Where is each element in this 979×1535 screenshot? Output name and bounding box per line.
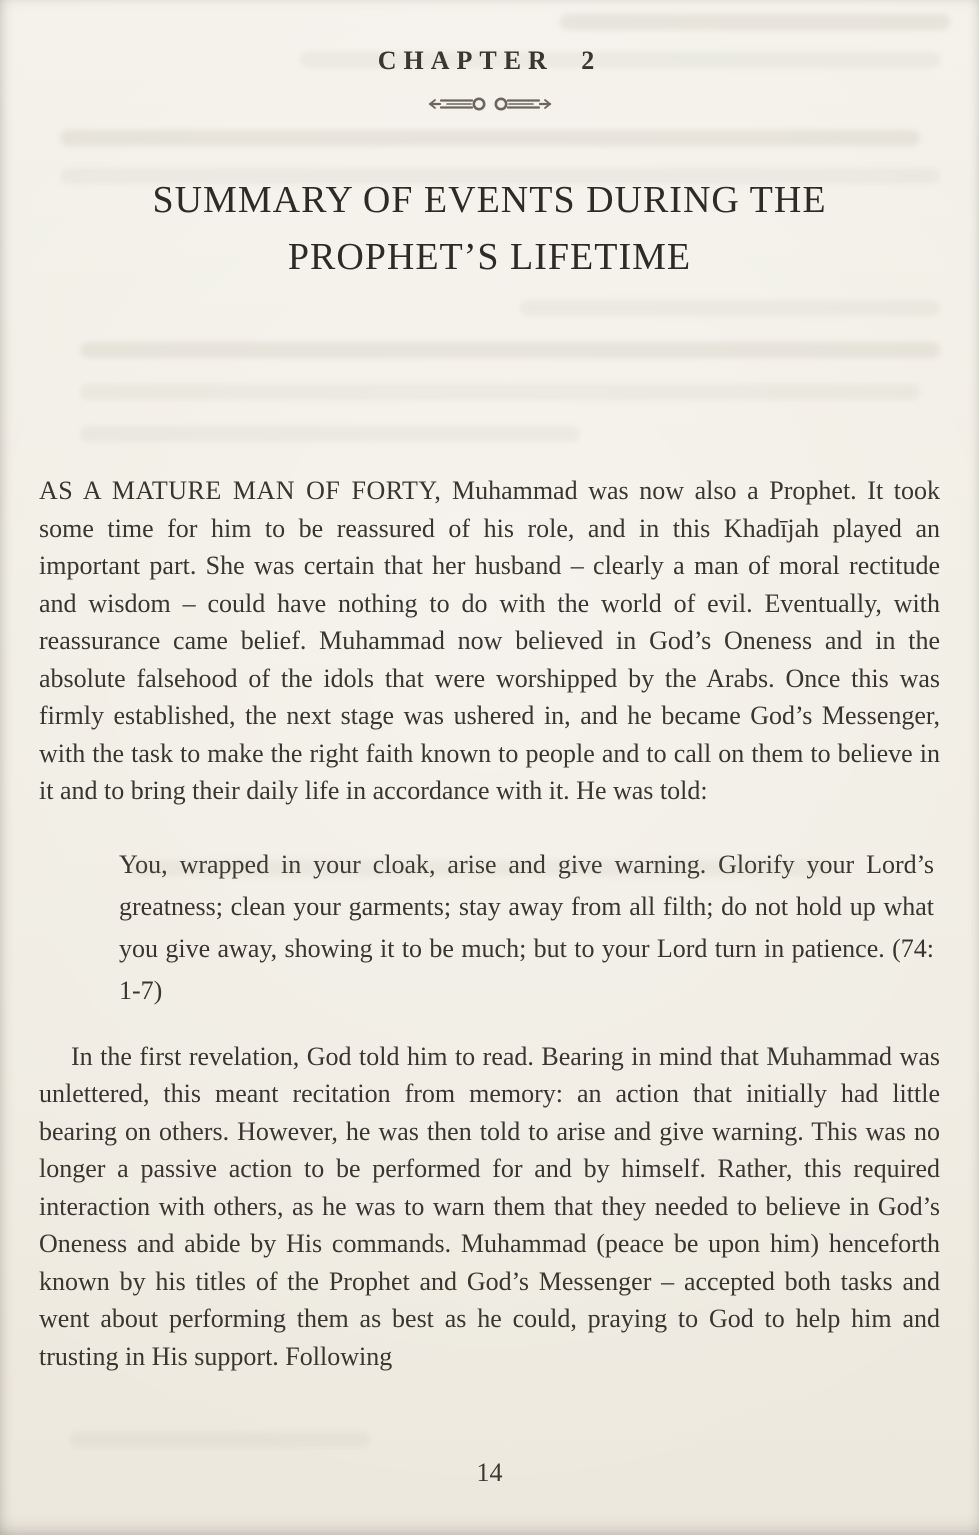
bleed-through-artifact <box>520 300 940 316</box>
page-number: 14 <box>476 1458 503 1487</box>
chapter-title-line-2: PROPHET’S LIFETIME <box>287 236 692 278</box>
quran-quote-block: You, wrapped in your cloak, arise and give warning. Glorify your Lord’s greatness; clean your garments; stay away from all filth; do not hold up what you give away, showing it to be much; but to your Lord turn in patience. (74: 1-7) <box>119 849 934 1005</box>
chapter-title-line-1: SUMMARY OF EVENTS DURING THE <box>152 179 827 221</box>
paragraph-opening-lead-caps: AS A MATURE MAN OF FORTY, <box>39 476 442 505</box>
paragraph-second-body: In the first revelation, God told him to read. Bearing in mind that Muhammad was unlettered, this meant recitation from memory: an action that initially had little bearing on others. However, he was then told to arise and give warning. This was no longer a passive action to be performed for and by himself. Rather, this required interaction with others, as he was to warn them that they needed to believe in God’s Oneness and abide by His commands. Muhammad (peace be upon him) henceforth known by his titles of the Prophet and God’s Messenger – accepted both tasks and went about performing them as best as he could, praying to God to help him and trusting in His support. Following <box>39 1041 940 1371</box>
paragraph-opening-body: Muhammad was now also a Prophet. It took some time for him to be reassured of his role, and in this Khadījah played an important part. She was certain that her husband – clearly a man of moral rectitude and wisdom – could have nothing to do with the world of evil. Eventually, with reassurance came belief. Muhammad now believed in God’s Oneness and in the absolute falsehood of the idols that were worshipped by the Arabs. Once this was firmly established, the next stage was ushered in, and he became God’s Messenger, with the task to make the right faith known to people and to call on them to believe in it and to bring their daily life in accordance with it. He was told: <box>39 476 941 805</box>
bleed-through-artifact <box>80 342 940 358</box>
chapter-divider-ornament-icon <box>0 92 979 118</box>
bleed-through-artifact <box>80 384 920 400</box>
paragraph-second <box>39 1038 940 1376</box>
paragraph-opening <box>39 472 940 810</box>
bleed-through-artifact <box>60 130 920 146</box>
chapter-label: CHAPTER 2 <box>377 46 602 75</box>
body-text <box>39 472 940 1375</box>
bleed-through-artifact <box>70 1432 370 1448</box>
chapter-title <box>0 172 979 286</box>
bleed-through-artifact <box>80 426 580 442</box>
